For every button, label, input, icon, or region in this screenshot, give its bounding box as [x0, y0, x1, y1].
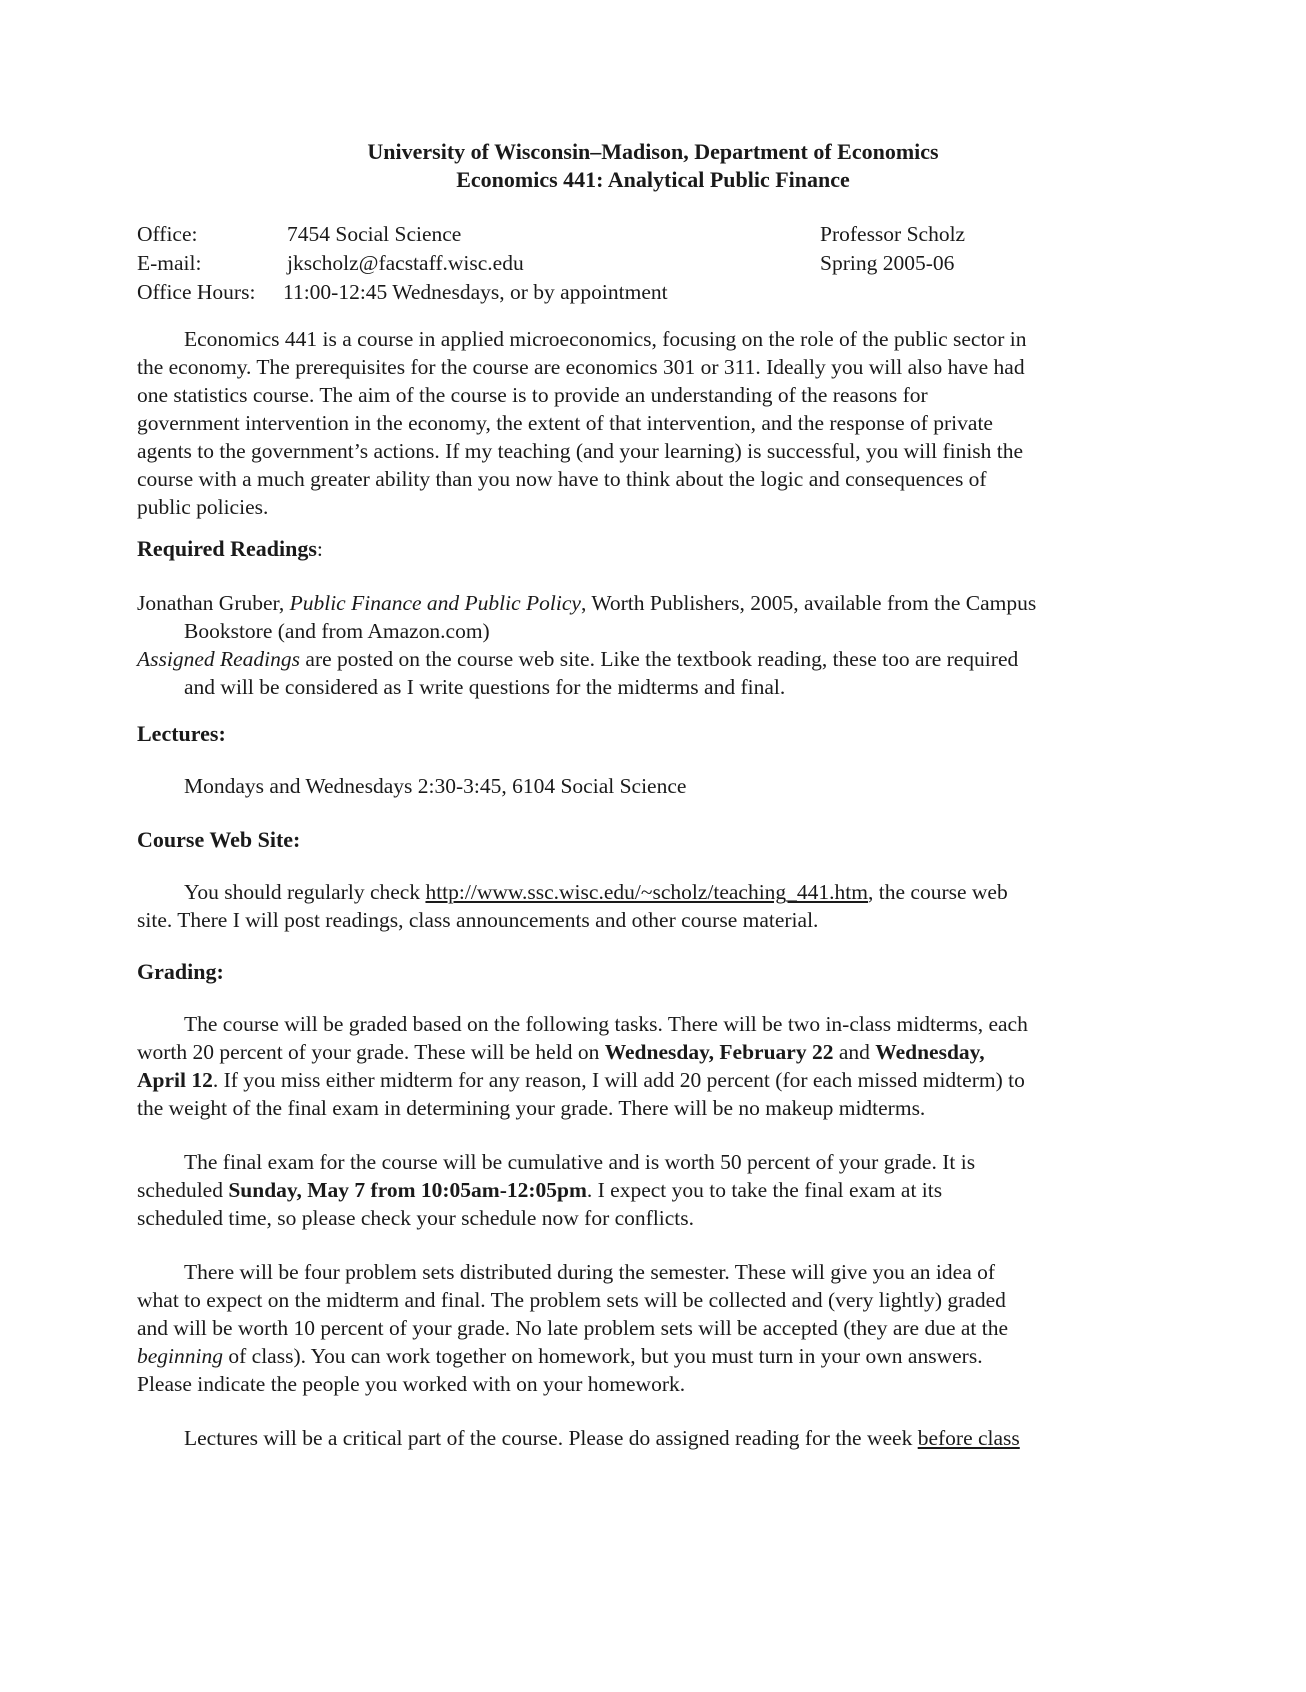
midterm2-day: Wednesday, [875, 1040, 985, 1064]
office-row [137, 220, 1177, 249]
assigned-readings-details: are posted on the course web site. Like the textbook reading, these too are required [300, 647, 1019, 671]
intro-line: agents to the government’s actions. If my teaching (and your learning) is successful, you will finish the [137, 439, 1024, 463]
email-label: E-mail: [137, 251, 202, 275]
grading-paragraph-problem-sets [137, 1258, 1177, 1398]
intro-line: course with a much greater ability than you now have to think about the logic and consequences of [137, 467, 987, 491]
text-line [137, 1424, 1177, 1452]
lectures-heading: Lectures: [137, 721, 226, 746]
grading-paragraph-midterms [137, 1010, 1177, 1122]
website-line2: site. There I will post readings, class announcements and other course material. [137, 908, 819, 932]
intro-line: Economics 441 is a course in applied microeconomics, focusing on the role of the public sector in [184, 327, 1027, 351]
text-line: There will be four problem sets distributed during the semester. These will give you an idea of [184, 1260, 996, 1284]
text-span: scheduled [137, 1178, 229, 1202]
university-title: University of Wisconsin–Madison, Department of Economics [367, 139, 939, 164]
midterm1-date: Wednesday, February 22 [604, 1040, 834, 1064]
hours-row [137, 278, 1177, 307]
text-span: Lectures will be a critical part of the course. Please do assigned reading for the week [184, 1426, 918, 1450]
contact-info [137, 220, 1177, 307]
term: Spring 2005-06 [820, 251, 955, 275]
office-label: Office: [137, 222, 198, 246]
office-value: 7454 Social Science [287, 222, 462, 246]
textbook-title: Public Finance and Public Policy [289, 591, 581, 615]
course-website-heading: Course Web Site: [137, 827, 301, 852]
email-value: jkscholz@facstaff.wisc.edu [287, 251, 524, 275]
required-readings-heading: Required Readings [137, 536, 317, 561]
reading-item-textbook [137, 589, 1177, 617]
text-line [137, 1038, 1177, 1066]
intro-line: public policies. [137, 495, 269, 519]
textbook-details: , Worth Publishers, 2005, available from the Campus [580, 591, 1037, 615]
text-line: Please indicate the people you worked with on your homework. [137, 1372, 686, 1396]
text-line: the weight of the final exam in determining your grade. There will be no makeup midterms. [137, 1096, 926, 1120]
grading-section [137, 958, 1177, 1452]
professor-name: Professor Scholz [820, 222, 966, 246]
assigned-readings-title: Assigned Readings [137, 647, 301, 671]
text-line [137, 1176, 1177, 1204]
lectures-section [137, 720, 1177, 800]
hours-label: Office Hours: [137, 280, 256, 304]
intro-line: one statistics course. The aim of the course is to provide an understanding of the reasons for [137, 383, 928, 407]
lectures-schedule: Mondays and Wednesdays 2:30-3:45, 6104 Social Science [184, 774, 687, 798]
course-website-link[interactable]: http://www.ssc.wisc.edu/~scholz/teaching_441.htm [425, 880, 869, 904]
course-website-section [137, 826, 1177, 934]
text-span: and [833, 1040, 876, 1064]
text-line: scheduled time, so please check your schedule now for conflicts. [137, 1206, 695, 1230]
website-line [137, 878, 1177, 906]
grading-paragraph-final [137, 1148, 1177, 1232]
intro-line: government intervention in the economy, the extent of that intervention, and the response of private [137, 411, 993, 435]
required-readings-section [137, 535, 1177, 701]
intro-paragraph [137, 325, 1177, 521]
grading-paragraph-lectures [137, 1424, 1177, 1452]
reading-item-assigned [137, 645, 1177, 673]
text-span: worth 20 percent of your grade. These will be held on [137, 1040, 605, 1064]
text-line: and will be worth 10 percent of your grade. No late problem sets will be accepted (they are due at the [137, 1316, 1009, 1340]
textbook-availability: Bookstore (and from Amazon.com) [184, 619, 490, 643]
underlined-before-class: before class [917, 1426, 1020, 1450]
midterm2-date: April 12 [137, 1068, 213, 1092]
heading-colon: : [316, 537, 323, 561]
text-span: . If you miss either midterm for any reason, I will add 20 percent (for each missed midterm) to [212, 1068, 1025, 1092]
course-title: Economics 441: Analytical Public Finance [456, 167, 850, 192]
website-post: , the course web [868, 880, 1008, 904]
emphasis-beginning: beginning [137, 1344, 223, 1368]
textbook-author: Jonathan Gruber, [137, 591, 290, 615]
document-header [0, 138, 1306, 194]
text-line: what to expect on the midterm and final. The problem sets will be collected and (very lightly) graded [137, 1288, 1006, 1312]
text-line [137, 1342, 1177, 1370]
text-line: The course will be graded based on the following tasks. There will be two in-class midterms, each [184, 1012, 1028, 1036]
text-span: . I expect you to take the final exam at its [586, 1178, 943, 1202]
intro-line: the economy. The prerequisites for the course are economics 301 or 311. Ideally you will also have had [137, 355, 1025, 379]
assigned-readings-note: and will be considered as I write questions for the midterms and final. [184, 675, 786, 699]
grading-heading: Grading: [137, 959, 224, 984]
hours-value: 11:00-12:45 Wednesdays, or by appointment [283, 280, 668, 304]
text-line [137, 1066, 1177, 1094]
website-pre: You should regularly check [184, 880, 426, 904]
text-span: of class). You can work together on homework, but you must turn in your own answers. [223, 1344, 983, 1368]
final-exam-date: Sunday, May 7 from 10:05am-12:05pm [228, 1178, 587, 1202]
email-row [137, 249, 1177, 278]
text-line: The final exam for the course will be cumulative and is worth 50 percent of your grade. It is [184, 1150, 976, 1174]
